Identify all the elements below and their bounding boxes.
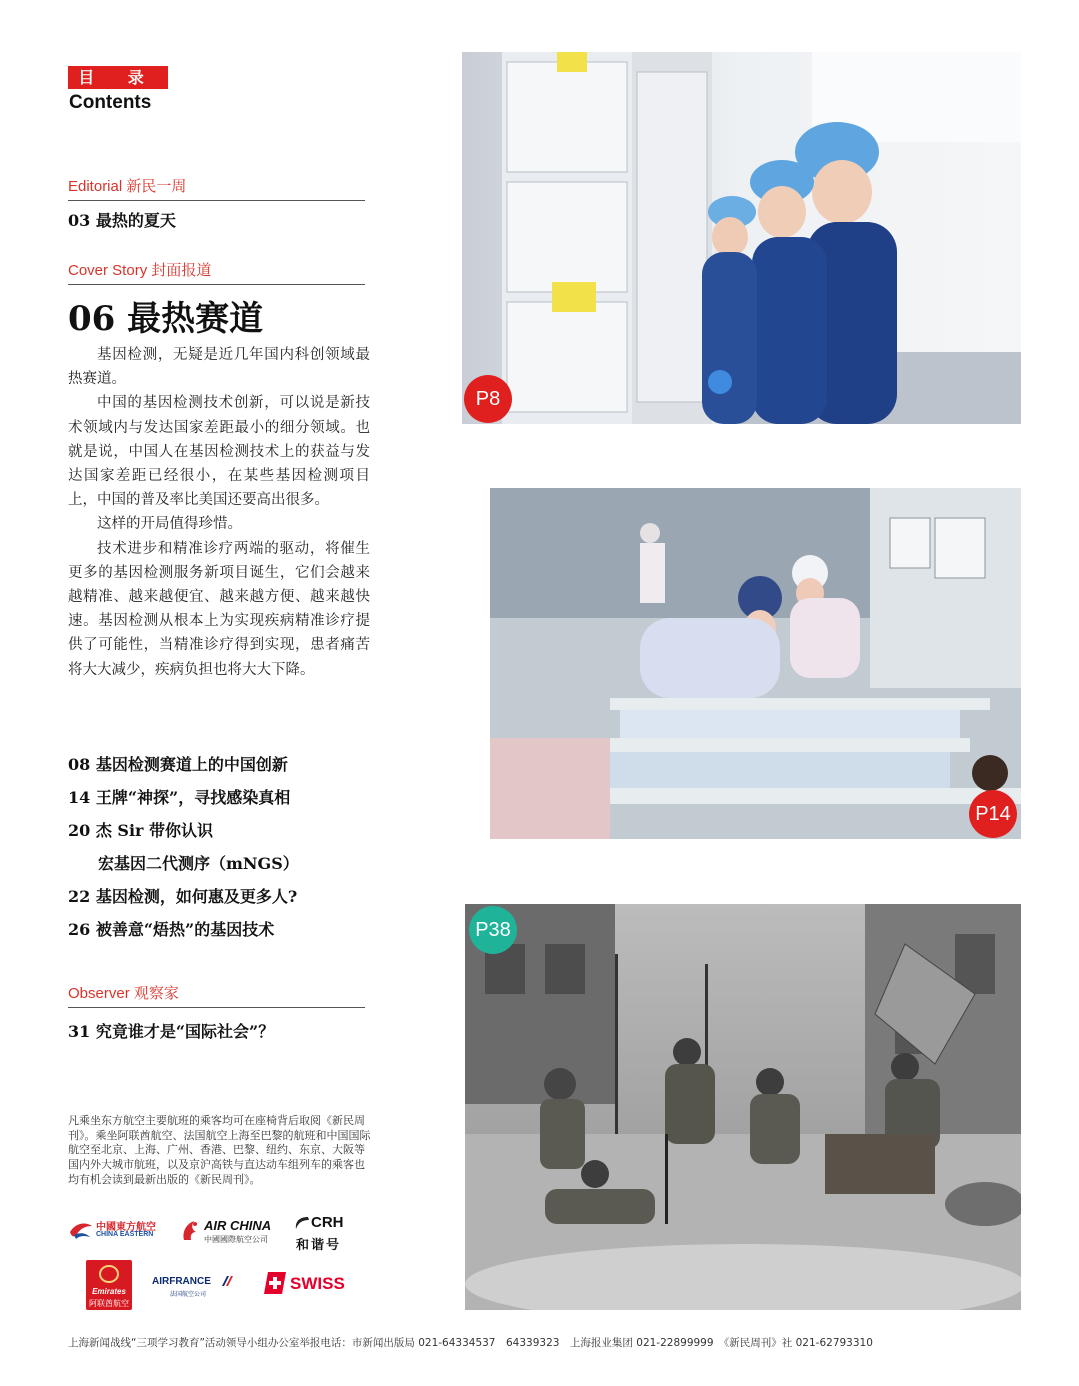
entry-20-continued[interactable]: 宏基因二代测序（mNGS） xyxy=(98,854,299,873)
airfrance-en: AIRFRANCE xyxy=(152,1276,211,1287)
page-badge-p14: P14 xyxy=(969,790,1017,838)
page-badge-p8: P8 xyxy=(464,375,512,423)
entry-14[interactable]: 14 王牌“神探”，寻找感染真相 xyxy=(68,788,291,807)
swallow-icon xyxy=(68,1220,94,1242)
emirates-logo xyxy=(86,1260,132,1310)
china-eastern-en: CHINA EASTERN xyxy=(96,1231,154,1238)
war-illustration xyxy=(465,904,1021,1310)
summary-paragraph: 基因检测，无疑是近几年国内科创领域最热赛道。 xyxy=(68,347,370,388)
section-observer: Observer 观察家 xyxy=(68,982,365,1008)
cover-story-title[interactable]: 06 最热赛道 xyxy=(68,299,264,339)
photo-genetic-lab[interactable] xyxy=(462,52,1021,424)
swiss-cross-icon xyxy=(262,1270,288,1296)
summary-paragraph: 中国的基因检测技术创新，可以说是新技术领域内与发达国家差距最小的细分领域。也就是说，中国人在基因检测技术上的获益与发达国家差距已经很小，在某些基因检测项目上，中国的普及率比美国还要高出很多。 xyxy=(68,395,370,509)
entry-observer-31[interactable]: 31 究竟谁才是“国际社会”？ xyxy=(68,1022,275,1041)
partner-logos xyxy=(68,1214,368,1314)
distribution-note: 凡乘坐东方航空主要航班的乘客均可在座椅背后取阅《新民周刊》。乘坐阿联酋航空、法国航空上海至巴黎的航班和中国国际航空至北京、上海、广州、香港、巴黎、纽约、东京、大阪等国内外大城市航班，以及京沪高铁与直达动车组列车的乘客也均有机会读到最新出版的《新民周刊》。 xyxy=(68,1114,371,1186)
entry-20[interactable]: 20 杰 Sir 带你认识 xyxy=(68,821,214,840)
airfrance-stripes-icon xyxy=(220,1276,234,1286)
contents-heading: Contents xyxy=(69,92,152,113)
phoenix-icon xyxy=(180,1218,202,1244)
summary-paragraph: 这样的开局值得珍惜。 xyxy=(97,516,242,533)
page-badge-p38: P38 xyxy=(469,906,517,954)
emirates-cn: 阿联酋航空 xyxy=(89,1299,129,1308)
airfrance-cn: 法国航空公司 xyxy=(170,1291,207,1298)
entry-26[interactable]: 26 被善意“焐热”的基因技术 xyxy=(68,920,275,939)
crh-en: CRH xyxy=(311,1214,344,1231)
entry-22[interactable]: 22 基因检测，如何惠及更多人? xyxy=(68,887,298,906)
photo-hospital-ward[interactable] xyxy=(490,488,1021,839)
section-editorial: Editorial 新民一周 xyxy=(68,175,365,201)
summary-paragraph: 技术进步和精准诊疗两端的驱动，将催生更多的基因检测服务新项目诞生，它们会越来越精准、越来越便宜、越来越方便、越来越快速。基因检测从根本上为实现疾病精准诊疗提供了可能性，当精准诊疗得到实现，患者痛苦将大大减少，疾病负担也将大大下降。 xyxy=(68,540,370,678)
emirates-en: Emirates xyxy=(92,1287,126,1296)
emirates-crest-icon xyxy=(99,1265,119,1283)
entry-editorial[interactable]: 03 最热的夏天 xyxy=(68,211,176,230)
swiss-text: SWISS xyxy=(290,1274,345,1293)
ward-illustration xyxy=(490,488,1021,839)
china-eastern-cn: 中國東方航空 xyxy=(96,1222,156,1233)
crh-swoosh-icon xyxy=(294,1216,310,1230)
cover-story-summary xyxy=(68,343,370,682)
section-cover-story: Cover Story 封面报道 xyxy=(68,259,365,285)
entry-08[interactable]: 08 基因检测赛道上的中国创新 xyxy=(68,755,288,774)
crh-cn: 和谐号 xyxy=(296,1238,342,1253)
air-china-cn: 中國國際航空公司 xyxy=(204,1235,268,1244)
photo-war-scene[interactable] xyxy=(465,904,1021,1310)
air-china-en: AIR CHINA xyxy=(204,1218,272,1233)
mulu-label: 目 录 xyxy=(68,66,168,89)
footer-hotline: 上海新闻战线“三项学习教育”活动领导小组办公室举报电话：市新闻出版局 021-64334537 64339323 上海报业集团 021-22899999 《新民周刊》社 021-62793310 xyxy=(68,1337,873,1349)
lab-illustration xyxy=(462,52,1021,424)
